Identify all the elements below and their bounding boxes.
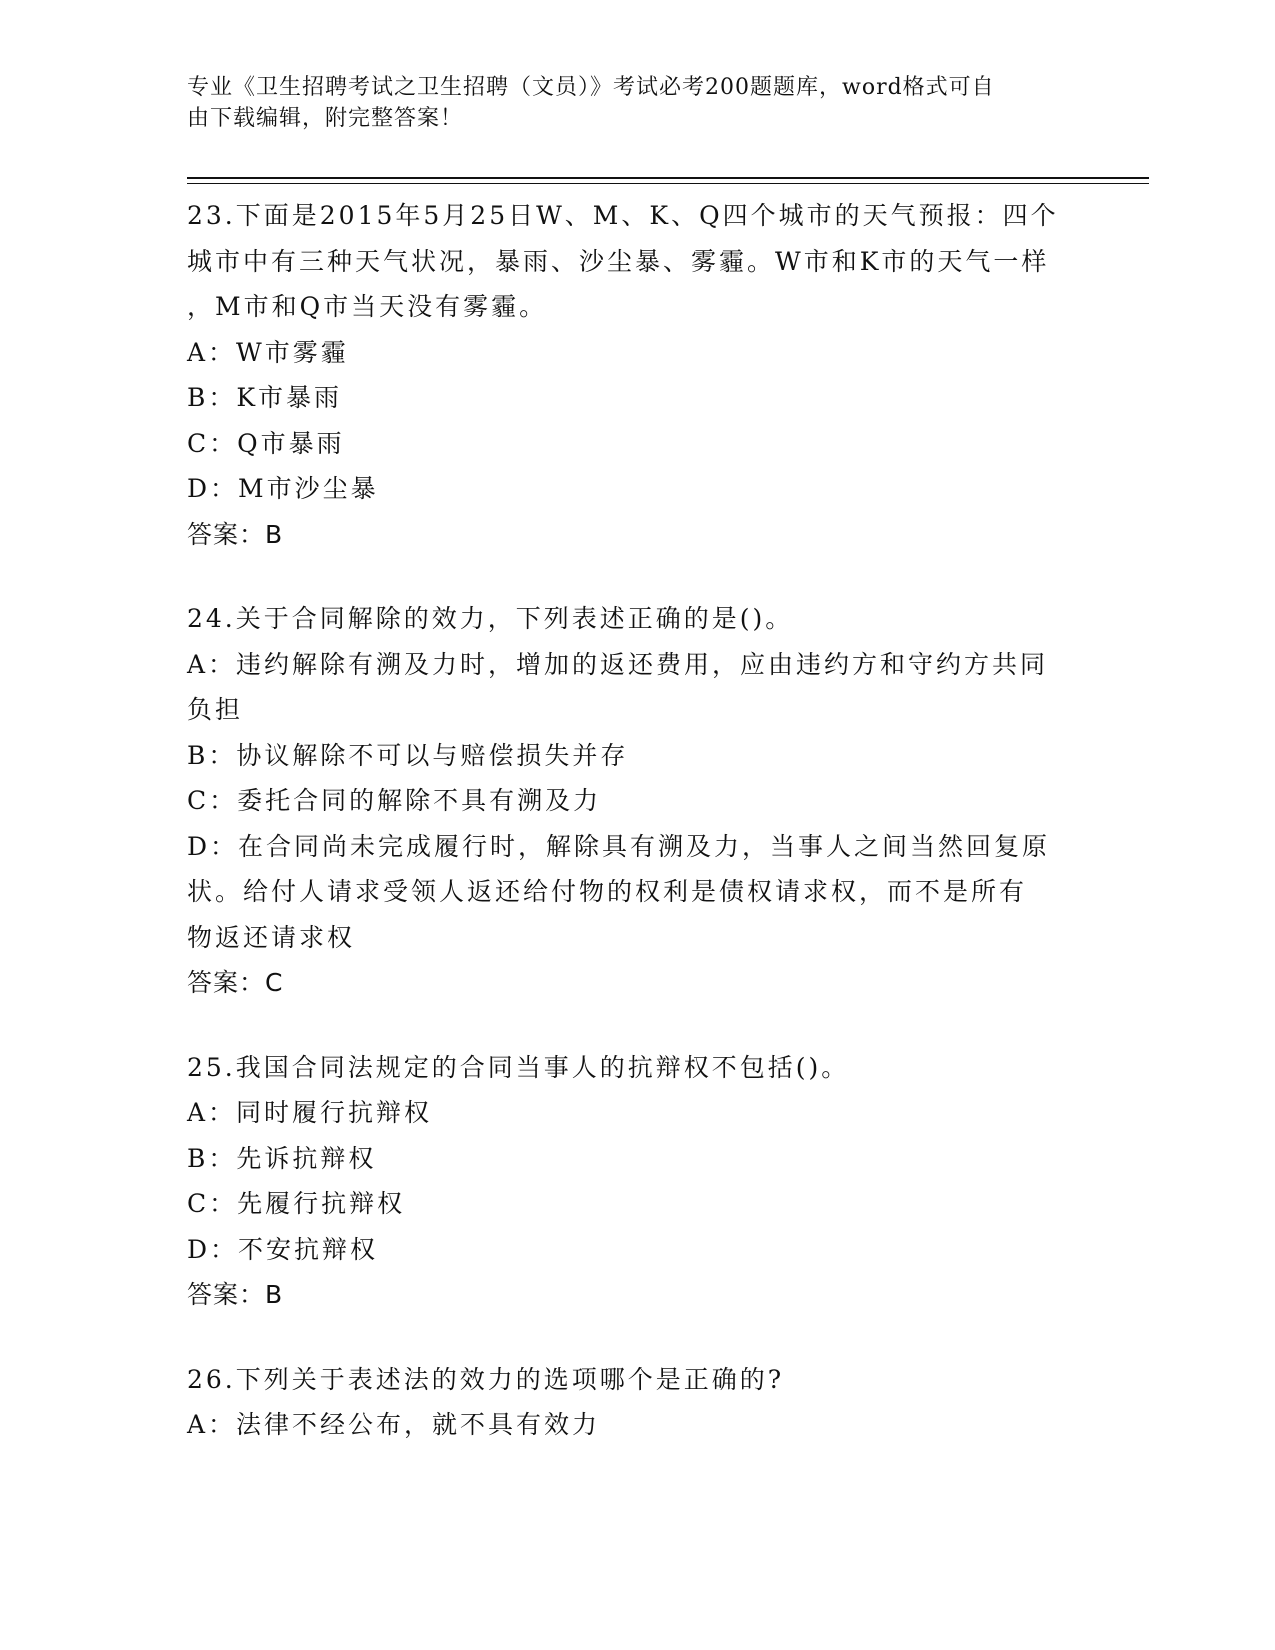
option-a: A：W市雾霾: [187, 337, 349, 367]
question-stem-line: 24.关于合同解除的效力，下列表述正确的是()。: [187, 604, 794, 633]
option-c: C：先履行抗辩权: [187, 1189, 406, 1218]
question-26: [187, 1357, 1087, 1448]
option-c: C：Q市暴雨: [187, 428, 345, 458]
option-b: B：协议解除不可以与赔偿损失并存: [187, 740, 629, 770]
question-stem-line: 26.下列关于表述法的效力的选项哪个是正确的?: [187, 1364, 785, 1394]
option-d: D：不安抗辩权: [187, 1234, 379, 1264]
question-24: [187, 596, 1087, 1006]
option-b: B：K市暴雨: [187, 383, 343, 412]
option-a-continuation: 负担: [187, 695, 244, 724]
answer-label: 答案：B: [187, 519, 284, 549]
question-stem-line: 23.下面是2015年5月25日W、M、K、Q四个城市的天气预报：四个: [187, 201, 1059, 230]
option-a: A：法律不经公布，就不具有效力: [187, 1410, 601, 1439]
option-d-continuation: 物返还请求权: [187, 922, 356, 952]
document-header: [187, 72, 1067, 134]
option-a: A：同时履行抗辩权: [187, 1098, 433, 1127]
question-25: [187, 1045, 1087, 1318]
question-stem-line: 城市中有三种天气状况，暴雨、沙尘暴、雾霾。W市和K市的天气一样: [187, 246, 1050, 276]
option-d-continuation: 状。给付人请求受领人返还给付物的权利是债权请求权，而不是所有: [187, 877, 1028, 906]
option-d: D：在合同尚未完成履行时，解除具有溯及力，当事人之间当然回复原: [187, 831, 1051, 861]
option-a: A：违约解除有溯及力时，增加的返还费用，应由违约方和守约方共同: [187, 649, 1049, 679]
header-line: 专业《卫生招聘考试之卫生招聘（文员）》考试必考200题题库，word格式可自: [187, 75, 995, 100]
question-list: [187, 193, 1087, 1487]
question-stem-line: ，M市和Q市当天没有雾霾。: [187, 292, 548, 321]
option-d: D：M市沙尘暴: [187, 474, 379, 503]
header-line: 由下载编辑，附完整答案！: [187, 106, 464, 131]
answer-label: 答案：B: [187, 1280, 284, 1309]
option-c: C：委托合同的解除不具有溯及力: [187, 786, 602, 815]
header-divider-thick: [187, 177, 1149, 179]
question-stem-line: 25.我国合同法规定的合同当事人的抗辩权不包括()。: [187, 1052, 850, 1082]
question-23: [187, 193, 1087, 557]
option-b: B：先诉抗辩权: [187, 1143, 377, 1173]
answer-label: 答案：C: [187, 968, 284, 997]
header-divider-thin: [187, 183, 1149, 184]
